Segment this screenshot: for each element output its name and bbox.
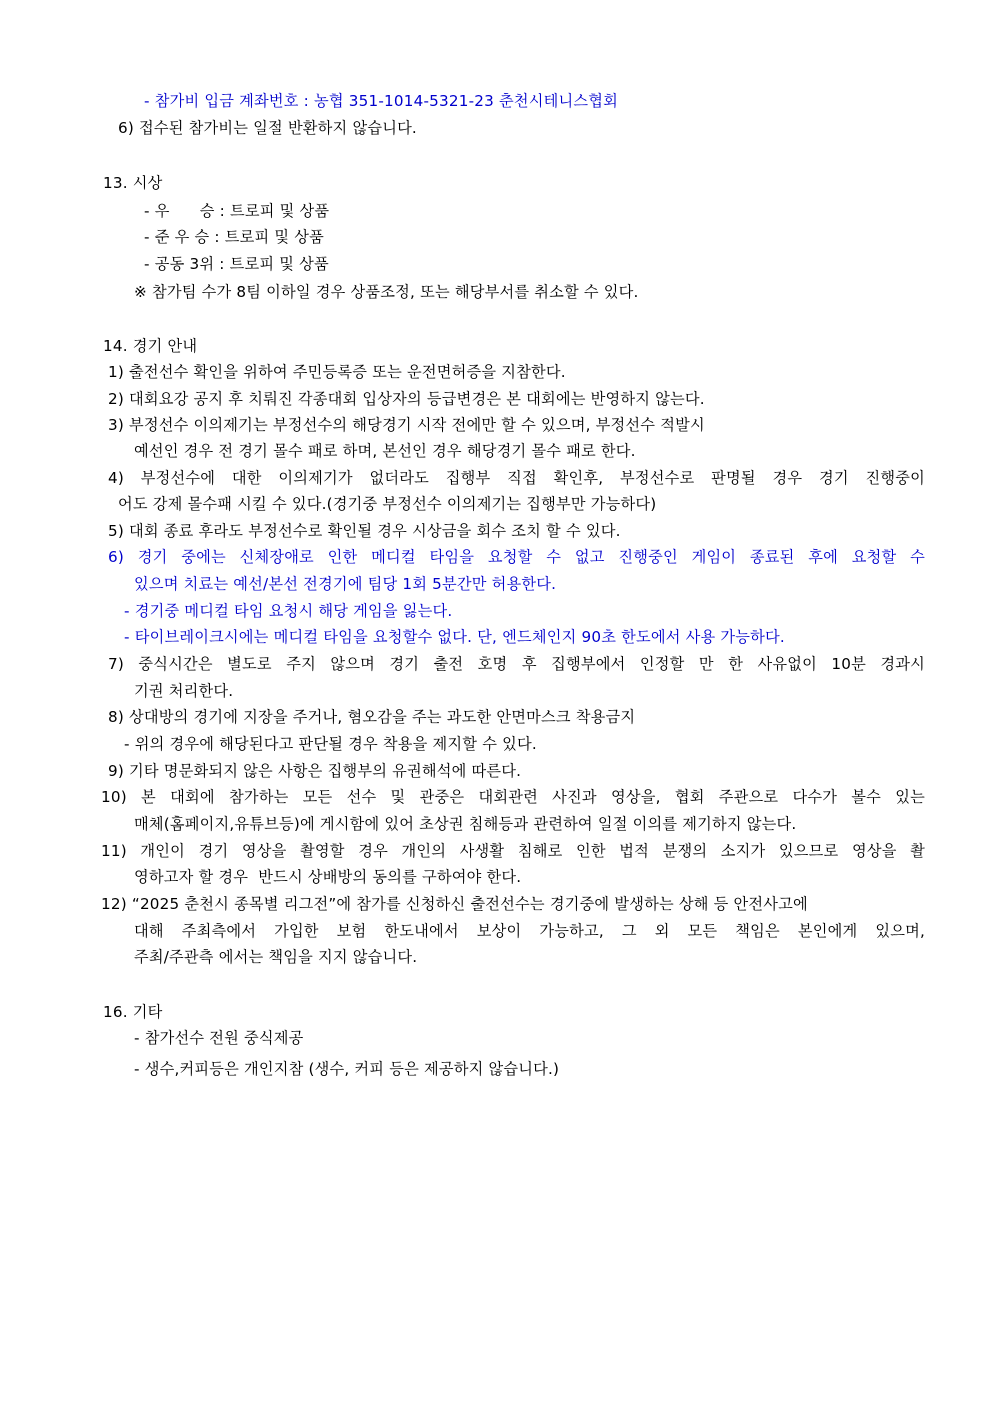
- fee-account-line: - 참가비 입금 계좌번호 : 농협 351-1014-5321-23 춘천시테니스협회: [144, 92, 618, 110]
- guide-heading: 14. 경기 안내: [103, 337, 198, 355]
- awards-heading: 13. 시상: [103, 174, 163, 192]
- guide-line: - 위의 경우에 해당된다고 판단될 경우 착용을 제지할 수 있다.: [124, 735, 537, 753]
- guide-line: 대해 주최측에서 가입한 보험 한도내에서 보상이 가능하고, 그 외 모든 책임은 본인에게 있으며,: [134, 922, 925, 940]
- guide-line: 5) 대회 종료 후라도 부정선수로 확인될 경우 시상금을 회수 조치 할 수 있다.: [108, 522, 621, 540]
- misc-drinks-line: - 생수,커피등은 개인지참 (생수, 커피 등은 제공하지 않습니다.): [134, 1060, 560, 1078]
- guide-line: 있으며 치료는 예선/본선 전경기에 팀당 1회 5분간만 허용한다.: [134, 575, 557, 593]
- guide-line: 11) 개인이 경기 영상을 촬영할 경우 개인의 사생활 침해로 인한 법적 분쟁의 소지가 있으므로 영상을 촬: [101, 842, 925, 860]
- guide-line: 1) 출전선수 확인을 위하여 주민등록증 또는 운전면허증을 지참한다.: [108, 363, 566, 381]
- guide-line: 7) 중식시간은 별도로 주지 않으며 경기 출전 호명 후 집행부에서 인정할 만 한 사유없이 10분 경과시: [108, 655, 925, 673]
- guide-line: - 타이브레이크시에는 메디컬 타임을 요청할수 없다. 단, 엔드체인지 90초 한도에서 사용 가능하다.: [124, 628, 785, 646]
- guide-line: 기권 처리한다.: [134, 682, 234, 700]
- guide-line: 영하고자 할 경우 반드시 상배방의 동의를 구하여야 한다.: [134, 868, 522, 886]
- guide-line: 어도 강제 몰수패 시킬 수 있다.(경기중 부정선수 이의제기는 집행부만 가능하다): [118, 495, 657, 513]
- guide-line: 2) 대회요강 공지 후 치뤄진 각종대회 입상자의 등급변경은 본 대회에는 반영하지 않는다.: [108, 390, 705, 408]
- guide-line: 매체(홈페이지,유튜브등)에 게시함에 있어 초상권 침해등과 관련하여 일절 이의를 제기하지 않는다.: [134, 815, 797, 833]
- guide-line: 6) 경기 중에는 신체장애로 인한 메디컬 타임을 요청할 수 없고 진행중인 게임이 종료된 후에 요청할 수: [108, 548, 925, 566]
- guide-line: 3) 부정선수 이의제기는 부정선수의 해당경기 시작 전에만 할 수 있으며, 부정선수 적발시: [108, 416, 705, 434]
- fee-no-refund-line: 6) 접수된 참가비는 일절 반환하지 않습니다.: [118, 119, 417, 137]
- guide-line: 8) 상대방의 경기에 지장을 주거나, 혐오감을 주는 과도한 안면마스크 착용금지: [108, 708, 636, 726]
- misc-heading: 16. 기타: [103, 1003, 163, 1021]
- awards-first-place: - 우 승 : 트로피 및 상품: [144, 202, 330, 220]
- guide-line: 예선인 경우 전 경기 몰수 패로 하며, 본선인 경우 해당경기 몰수 패로 한다.: [134, 442, 636, 460]
- guide-line: 주최/주관측 에서는 책임을 지지 않습니다.: [134, 948, 418, 966]
- awards-second-place: - 준 우 승 : 트로피 및 상품: [144, 228, 325, 246]
- awards-third-place: - 공동 3위 : 트로피 및 상품: [144, 255, 329, 273]
- misc-lunch-line: - 참가선수 전원 중식제공: [134, 1029, 304, 1047]
- guide-line: 9) 기타 명문화되지 않은 사항은 집행부의 유권해석에 따른다.: [108, 762, 522, 780]
- guide-line: 12) “2025 춘천시 종목별 리그전”에 참가를 신청하신 출전선수는 경기중에 발생하는 상해 등 안전사고에: [101, 895, 808, 913]
- awards-note: ※ 참가팀 수가 8팀 이하일 경우 상품조정, 또는 해당부서를 취소할 수 있다.: [134, 283, 639, 301]
- guide-line: 10) 본 대회에 참가하는 모든 선수 및 관중은 대회관련 사진과 영상을, 협회 주관으로 다수가 볼수 있는: [101, 788, 925, 806]
- guide-line: - 경기중 메디컬 타임 요청시 해당 게임을 잃는다.: [124, 602, 453, 620]
- guide-line: 4) 부정선수에 대한 이의제기가 없더라도 집행부 직접 확인후, 부정선수로 판명될 경우 경기 진행중이: [108, 469, 925, 487]
